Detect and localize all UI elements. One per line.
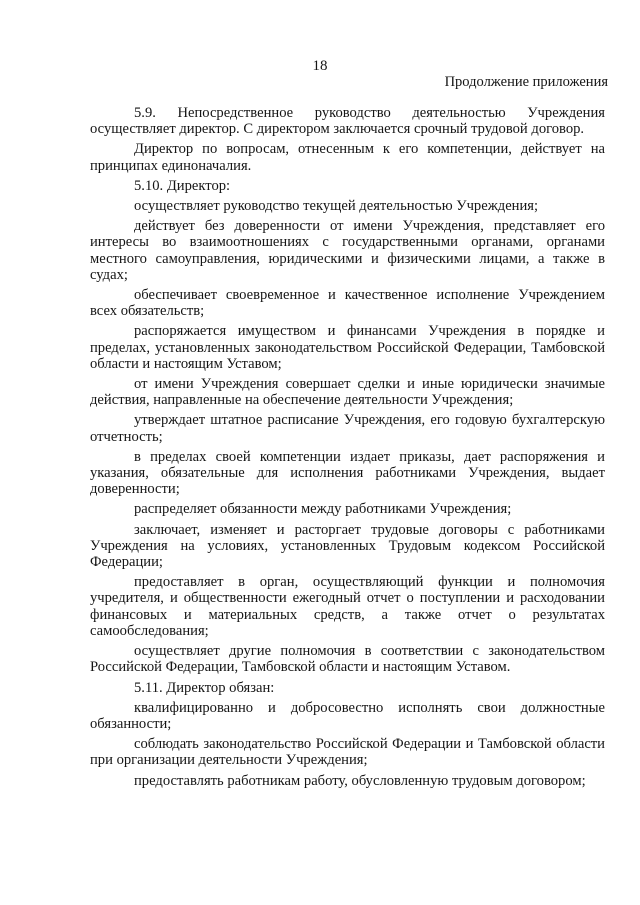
paragraph-5-9: 5.9. Непосредственное руководство деятельностью Учреждения осуществляет директор. С директором заключается срочный трудовой договор. xyxy=(90,105,605,138)
list-item: соблюдать законодательство Российской Федерации и Тамбовской области при организации деятельности Учреждения; xyxy=(90,736,605,769)
list-item: осуществляет руководство текущей деятельностью Учреждения; xyxy=(134,198,539,215)
list-item: заключает, изменяет и расторгает трудовые договоры с работниками Учреждения на условиях, установленных Трудовым кодексом Российской Федерации; xyxy=(90,521,605,571)
list-item: предоставляет в орган, осуществляющий функции и полномочия учредителя, и общественности ежегодный отчет о поступлении и расходовании финансовых и материальных средств, а также отчет о результатах самообследования; xyxy=(90,574,605,639)
list-item: обеспечивает своевременное и качественное исполнение Учреждением всех обязательств; xyxy=(90,287,605,320)
list-item: предоставлять работникам работу, обусловленную трудовым договором; xyxy=(134,772,586,789)
list-item: осуществляет другие полномочия в соответствии с законодательством Российской Федерации, Тамбовской области и настоящим Уставом. xyxy=(90,643,605,676)
list-item: действует без доверенности от имени Учреждения, представляет его интересы во взаимоотношениях с государственными органами, органами местного самоуправления, юридическими и физическими лицами, а также в судах; xyxy=(90,218,605,283)
list-item: квалифицированно и добросовестно исполнять свои должностные обязанности; xyxy=(90,699,605,732)
list-item: в пределах своей компетенции издает приказы, дает распоряжения и указания, обязательные для исполнения работниками Учреждения, выдает доверенности; xyxy=(90,448,605,498)
page-number: 18 xyxy=(312,58,328,74)
paragraph-5-10-heading: 5.10. Директор: xyxy=(134,177,231,194)
paragraph-director-principles: Директор по вопросам, отнесенным к его компетенции, действует на принципах единоначалия. xyxy=(90,141,605,174)
running-header: Продолжение приложения xyxy=(444,74,608,90)
document-body xyxy=(90,105,605,793)
list-item: утверждает штатное расписание Учреждения, его годовую бухгалтерскую отчетность; xyxy=(90,412,605,445)
list-item: от имени Учреждения совершает сделки и иные юридически значимые действия, направленные на обеспечение деятельности Учреждения; xyxy=(90,376,605,409)
paragraph-5-11-heading: 5.11. Директор обязан: xyxy=(134,679,275,696)
list-item: распределяет обязанности между работниками Учреждения; xyxy=(134,501,512,518)
list-item: распоряжается имуществом и финансами Учреждения в порядке и пределах, установленных законодательством Российской Федерации, Тамбовской области и настоящим Уставом; xyxy=(90,323,605,372)
